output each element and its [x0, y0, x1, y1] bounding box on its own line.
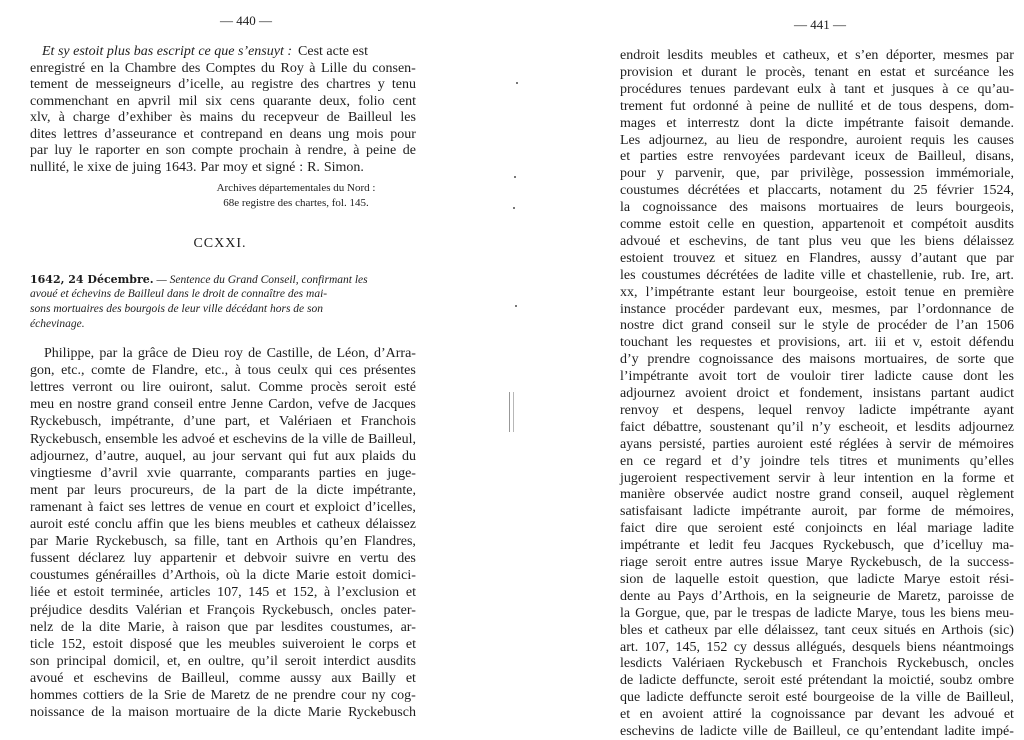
text-line: renvoy et despens, lequel renvoy ladicte impétrante ayant: [620, 402, 1014, 418]
gutter-mark: [509, 392, 514, 432]
text-line: nelz de la dite Marie, à raison que par lesdites coustumes, ar-: [30, 619, 416, 635]
text-line: fussent déclarez luy appartenir et debvoir suivre en vertu des: [30, 551, 416, 567]
text-line: ment par leurs procureurs, de la part de la dicte impétrante,: [30, 482, 416, 498]
text-line: nostre dict grand conseil sur le style de procéder de l’an 1506: [620, 318, 1014, 334]
document-number: CCXXI.: [193, 236, 247, 251]
text-line: ramenant à faict ses lettres de venue en court et exploict d’icelles,: [30, 499, 416, 515]
summary-text: — Sentence du Grand Conseil, confirmant les: [153, 274, 368, 286]
text-line: la Gorgue, que, par le trespas de ladicte Marye, tous les biens meu-: [620, 605, 1014, 621]
text-line: Les adjournez, au lieu de respondre, auroient requis les causes: [620, 132, 1014, 148]
text-line: touchant les requestes et provisions, art. iii et v, estoit défendu: [620, 335, 1014, 351]
text-line: adjournez, d’autre, auquel, au jour servant qui fut aux plaids du: [30, 448, 416, 464]
text-line: procédures tenues pardevant eulx à tant et jusques à ce qu’au-: [620, 81, 1014, 97]
text-line: coustumes générailles d’Arthois, où la dicte Marie estoit domici-: [30, 568, 416, 584]
text-line: les coustumes décrétées de ladite ville et chastellenie, rub. Ire, art.: [620, 267, 1014, 283]
text-line: vingtiesme d’avril xvie quarrante, comparants parties en juge-: [30, 465, 416, 481]
text-line: comme estoit celle en question, appartenoit et compétoit ausdits: [620, 217, 1014, 232]
text-line: manière observée audict nostre grand conseil, auquel règlement: [620, 487, 1014, 503]
text-line: advoué et eschevins, de tant plus veu que les biens délaissez: [620, 233, 1014, 249]
text-line: adjournez avoient droict et fondement, insistans partant audict: [620, 386, 1014, 401]
text-line: par luy le raporter en son compte prochain à rendre, à peine de: [30, 143, 416, 158]
source-note-line: Archives départementales du Nord :: [216, 182, 376, 194]
summary-line: [30, 273, 368, 286]
text-line: avoué et eschevins de Bailleul, comme aussy aux Bailly et: [30, 670, 416, 686]
text-line: liée et estoit terminée, articles 107, 145 et 152, à l’exclusion et: [30, 585, 416, 601]
text-line: faict dire que seroient esté conjoincts en léal mariage ladite: [620, 521, 1014, 537]
text-line: [42, 44, 416, 60]
paper-speck: [515, 305, 517, 307]
text-line: lettres verront ou lire ouiront, salut. Comme procès seroit esté: [30, 380, 416, 396]
text-line: Philippe, par la grâce de Dieu roy de Castille, de Léon, d’Arra-: [44, 346, 416, 361]
text-line: trement fut ordonné à peine de nullité et de tous despens, dom-: [620, 98, 1014, 114]
italic-intro: Et sy estoit plus bas escript ce que s’ensuyt :: [42, 44, 293, 59]
paper-speck: [516, 82, 518, 84]
text-line: tement de messeigneurs d’icelle, au registre des chartres y tenu: [30, 77, 416, 92]
summary-date: 1642, 24 Décembre.: [30, 273, 154, 286]
text-line: la cognoissance des maisons mortuaires de leurs bourgeois,: [620, 200, 1014, 216]
paper-speck: [514, 176, 516, 178]
text-line: estoient trouvez et situez en Flandres, aussy d’autant que par: [620, 250, 1014, 266]
summary-line: échevinage.: [30, 318, 85, 330]
text-line: que ladicte deffuncte seroit esté bourgeoise de la ville de Bailleul,: [620, 690, 1014, 706]
text-line: riage seroit entre autres issue Marye Ryckebusch, de la success-: [620, 555, 1014, 570]
text-line: gon, etc., comte de Flandre, etc., à tous ceulx qui ces présentes: [30, 363, 416, 379]
text-line: lesdicts Valériaen Ryckebusch et Franchois Ryckebusch, oncles: [620, 656, 1014, 672]
text-line: par Marie Ryckebusch, sa fille, tant en Arthois qu’en Flandres,: [30, 534, 416, 550]
text-line: dente au Pays d’Arthois, en la seigneurie de Maretz, paroisse de: [620, 588, 1014, 604]
text-line: l’impétrante avoit tort de vouloir tirer ladicte cause dont les: [620, 369, 1014, 385]
text-line: ticle 152, estoit disposé que les meubles suiveroient le corps et: [30, 636, 416, 652]
text-line: hommes cottiers de la Srie de Maretz de ne prendre cour ny cog-: [30, 688, 416, 703]
text-line: mages et interrestz dont la dicte impétrante faisoit demande.: [620, 115, 1014, 131]
text-line: xlv, à charge d’exhiber ès mains du recepveur de Bailleul les: [30, 110, 416, 125]
text-line: son principal domicil, et, en oultre, qu’il seroit interdict ausdits: [30, 653, 416, 669]
text-line: Ryckebusch, ensemble les advoé et eschevins de la ville de Bailleul,: [30, 431, 416, 447]
text-line: ayans persisté, parties auroient esté réglées à servir de mémoires: [620, 436, 1014, 452]
text-line: commenchant en apvril mil six cens quarante deux, folio cent: [30, 93, 416, 109]
text-line: instance procéder pardevant eux, mesmes, par l’ordonnance de: [620, 301, 1014, 317]
text-line: sion de laquelle estoit question, que ladicte Marye estoit rési-: [620, 571, 1014, 587]
source-note-line: 68e registre des chartes, fol. 145.: [223, 197, 369, 209]
summary-line: sons mortuaires des bourgois de leur ville décédant hors de son: [30, 303, 324, 315]
text-line: auroit esté conclu affin que les biens meubles et catheux délaissez: [30, 517, 416, 532]
text-line: d’y prendre cognoissance des maisons mortuaires, de sorte que: [620, 352, 1014, 368]
text-line: bles et catheux par elle délaissez, tant ceux situés en Arthois (sic): [620, 622, 1014, 638]
text-line: et en avoient attiré la cognoissance par devant les advoué et: [620, 707, 1014, 723]
page-number: — 440 —: [220, 13, 272, 28]
text-line: en ce regard et d’y joindre tels titres et muniments qu’elles: [620, 453, 1014, 469]
text-line: et parties estre renvoyées pardevant iceux de Bailleul, disans,: [620, 149, 1014, 165]
intro-continuation: Cest acte est: [298, 44, 368, 59]
text-line: art. 107, 145, 152 cy dessus allégués, desquels biens néantmoings: [620, 639, 1014, 655]
text-line: coustumes décrétées et placcarts, notament du 25 février 1524,: [620, 183, 1014, 199]
paper-speck: [513, 207, 515, 209]
text-line: dites lettres d’asseurance et contrepand en deans ung mois pour: [30, 126, 416, 142]
text-line: de ladicte deffuncte, seroit esté prétendant la moictié, soubz ombre: [620, 673, 1014, 689]
text-line: satisfaisant ladicte impétrante auroit, par forme de mémoires,: [620, 504, 1014, 520]
text-line: xx, l’impétrante estant leur bourgeoise, estoit tenue en première: [620, 284, 1014, 300]
text-line: jugeroient respectivement servir à leur intention en la forme et: [620, 470, 1014, 486]
text-line: meu en nostre grand conseil entre Jenne Cardon, vefve de Jacques: [30, 397, 416, 413]
text-line: enregistré en la Chambre des Comptes du Roy à Lille du consen-: [30, 60, 416, 76]
summary-line: avoué et échevins de Bailleul dans le droit de connaître des mai-: [30, 288, 328, 300]
text-line: eschevins de ladicte ville de Bailleul, ce qu’entendant ladite impé-: [620, 724, 1014, 739]
text-line: pour y parvenir, que, par privilège, possession immémoriale,: [620, 166, 1014, 182]
text-line: noissance de la maison mortuaire de la dicte Marie Ryckebusch: [30, 705, 416, 721]
text-line: préjudice desdits Valérian et François Ryckebusch, oncles pater-: [30, 602, 416, 618]
text-line: provision et durant le procès, tenant en estat et surcéance les: [620, 64, 1014, 80]
text-line: impétrante et ledit feu Jacques Ryckebusch, que d’icelluy ma-: [620, 538, 1014, 554]
text-line: endroit lesdits meubles et catheux, et s’en déporter, mesmes par: [620, 48, 1014, 63]
page-number: — 441 —: [794, 17, 846, 32]
text-line: faict débattre, soustenant qu’il n’y escheoit, et lesdits adjournez: [620, 419, 1014, 435]
text-line: nullité, le xixe de juing 1643. Par moy et signé : R. Simon.: [30, 159, 364, 175]
text-line: Ryckebusch, impétrante, d’une part, et Valériaen et Franchois: [30, 414, 416, 430]
